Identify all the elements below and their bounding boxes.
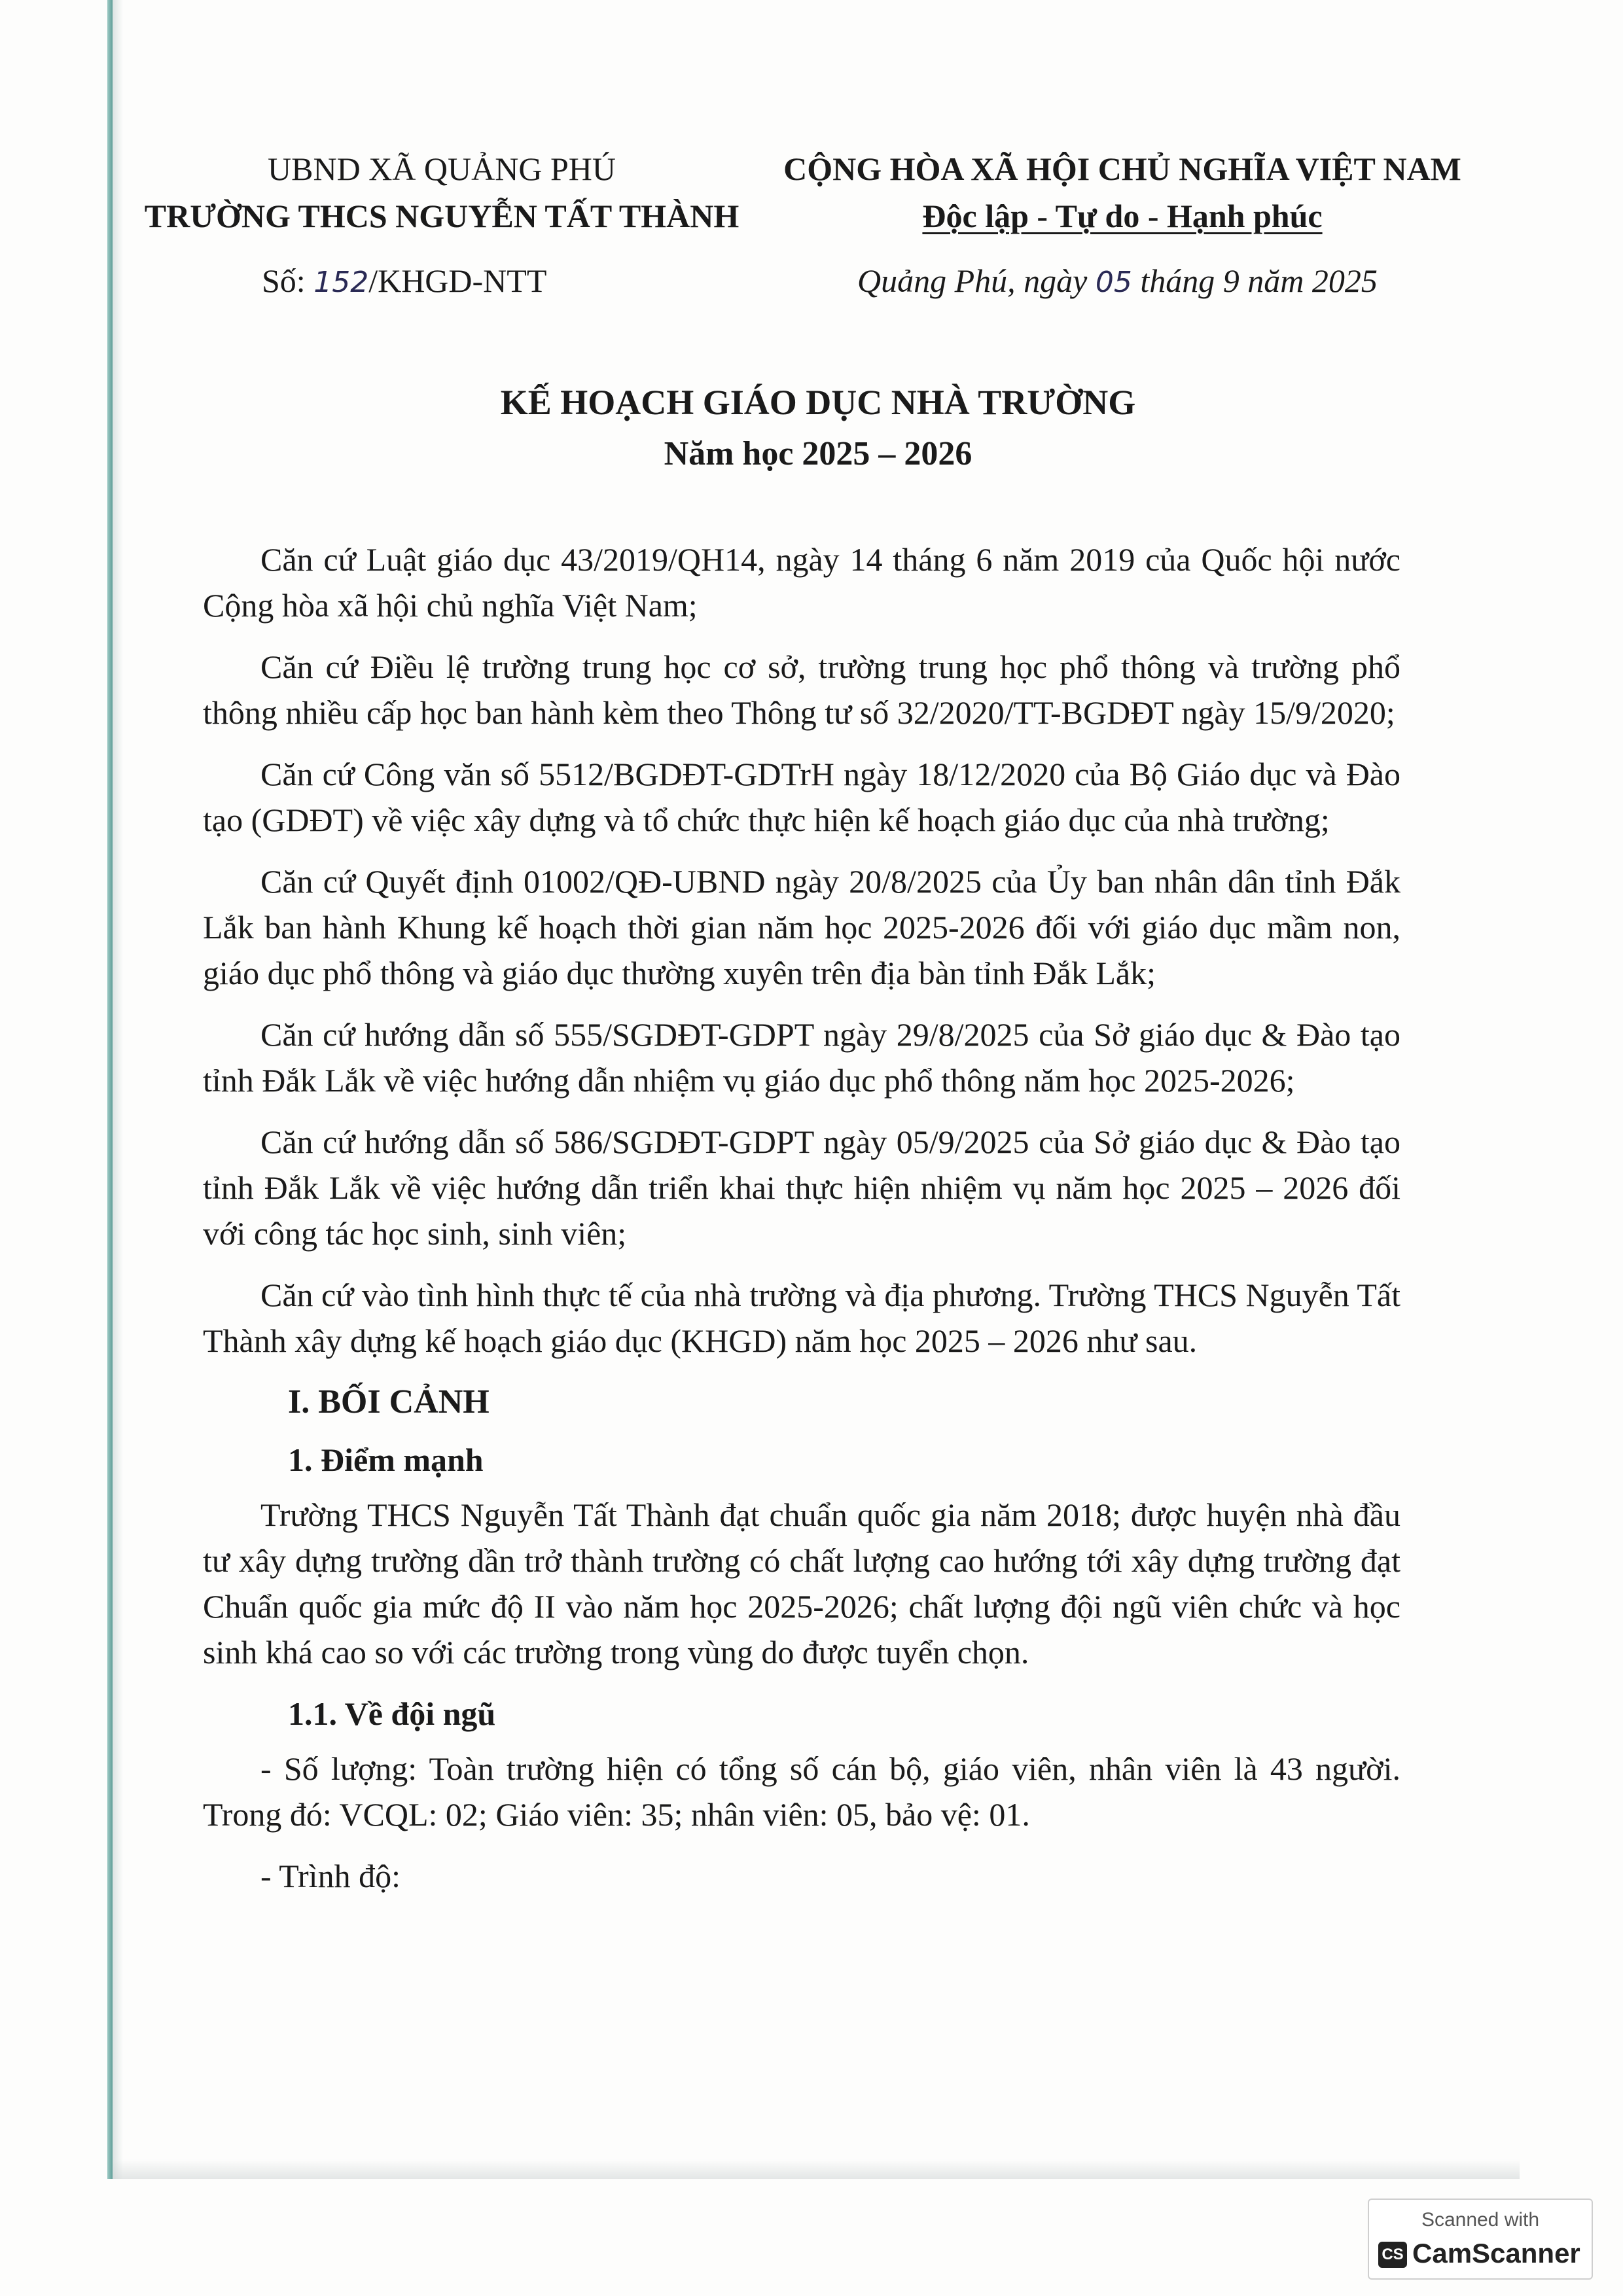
place-date-day-handwritten: 05 [1095,266,1132,299]
staff-count-paragraph: - Số lượng: Toàn trường hiện có tổng số cán bộ, giáo viên, nhân viên là 43 người. Trong đó: VCQL: 02; Giáo viên: 35; nhân viên: 05, bảo vệ: 01. [203,1750,1400,1833]
place-date-before: Quảng Phú, ngày [857,262,1096,299]
doc-number-suffix: /KHGD-NTT [368,262,547,299]
document-number [262,262,546,300]
camscanner-name: CamScanner [1412,2238,1580,2269]
subsection-heading: 1.1. Về đội ngũ [288,1695,496,1732]
legal-basis-paragraph: Căn cứ Điều lệ trường trung học cơ sở, trường trung học phổ thông và trường phổ thông nhiều cấp học ban hành kèm theo Thông tư số 32/2020/TT-BGDĐT ngày 15/9/2020; [203,648,1400,731]
document-body [203,537,1400,1915]
legal-basis-paragraph: Căn cứ Công văn số 5512/BGDĐT-GDTrH ngày 18/12/2020 của Bộ Giáo dục và Đào tạo (GDĐT) về việc xây dựng và tổ chức thực hiện kế hoạch giáo dục của nhà trường; [203,756,1400,838]
header-right [753,145,1492,239]
authority-name: UBND XÃ QUẢNG PHÚ [268,150,616,187]
place-date [857,262,1378,300]
scan-edge-line [107,0,113,2179]
strengths-paragraph: Trường THCS Nguyễn Tất Thành đạt chuẩn quốc gia năm 2018; được huyện nhà đầu tư xây dựng trường dần trở thành trường có chất lượng cao hướng tới xây dựng trường đạt Chuẩn quốc gia mức độ II vào năm học 2025-2026; chất lượng đội ngũ viên chức và học sinh khá cao so với các trường trong vùng do được tuyển chọn. [203,1496,1400,1670]
document-title: KẾ HOẠCH GIÁO DỤC NHÀ TRƯỜNG [500,383,1136,422]
subsection-heading: 1. Điểm mạnh [288,1441,484,1478]
legal-basis-paragraph: Căn cứ hướng dẫn số 586/SGDĐT-GDPT ngày 05/9/2025 của Sở giáo dục & Đào tạo tỉnh Đắk Lắk về việc hướng dẫn triển khai thực hiện nhiệm vụ năm học 2025 – 2026 đối với công tác học sinh, sinh viên; [203,1123,1400,1252]
national-motto: Độc lập - Tự do - Hạnh phúc [922,198,1323,234]
camscanner-logo-icon: CS [1378,2242,1407,2268]
legal-basis-paragraph: Căn cứ hướng dẫn số 555/SGDĐT-GDPT ngày 29/8/2025 của Sở giáo dục & Đào tạo tỉnh Đắk Lắk về việc hướng dẫn nhiệm vụ giáo dục phổ thông năm học 2025-2026; [203,1016,1400,1099]
legal-basis-paragraph: Căn cứ Quyết định 01002/QĐ-UBND ngày 20/8/2025 của Ủy ban nhân dân tỉnh Đắk Lắk ban hành Khung kế hoạch thời gian năm học 2025-2026 đối với giáo dục mầm non, giáo dục phổ thông và giáo dục thường xuyên trên địa bàn tỉnh Đắk Lắk; [203,863,1400,991]
camscanner-badge [1368,2199,1593,2280]
legal-basis-paragraph: Căn cứ vào tình hình thực tế của nhà trường và địa phương. Trường THCS Nguyễn Tất Thành xây dựng kế hoạch giáo dục (KHGD) năm học 2025 – 2026 như sau. [203,1277,1400,1359]
doc-number-handwritten: 152 [313,266,369,299]
header-left [118,145,766,239]
section-heading: I. BỐI CẢNH [288,1383,490,1421]
scanned-with-label: Scanned with [1421,2209,1540,2231]
doc-number-prefix: Số: [262,262,314,299]
qualification-paragraph: - Trình độ: [260,1858,401,1894]
scan-bottom-shadow [113,2159,1520,2179]
document-subtitle: Năm học 2025 – 2026 [664,435,972,472]
legal-basis-paragraph: Căn cứ Luật giáo dục 43/2019/QH14, ngày 14 tháng 6 năm 2019 của Quốc hội nước Cộng hòa xã hội chủ nghĩa Việt Nam; [203,541,1400,624]
school-name: TRƯỜNG THCS NGUYỄN TẤT THÀNH [144,198,740,234]
scan-edge-shadow [113,0,123,2179]
national-title: CỘNG HÒA XÃ HỘI CHỦ NGHĨA VIỆT NAM [783,150,1461,187]
place-date-after: tháng 9 năm 2025 [1132,262,1378,299]
